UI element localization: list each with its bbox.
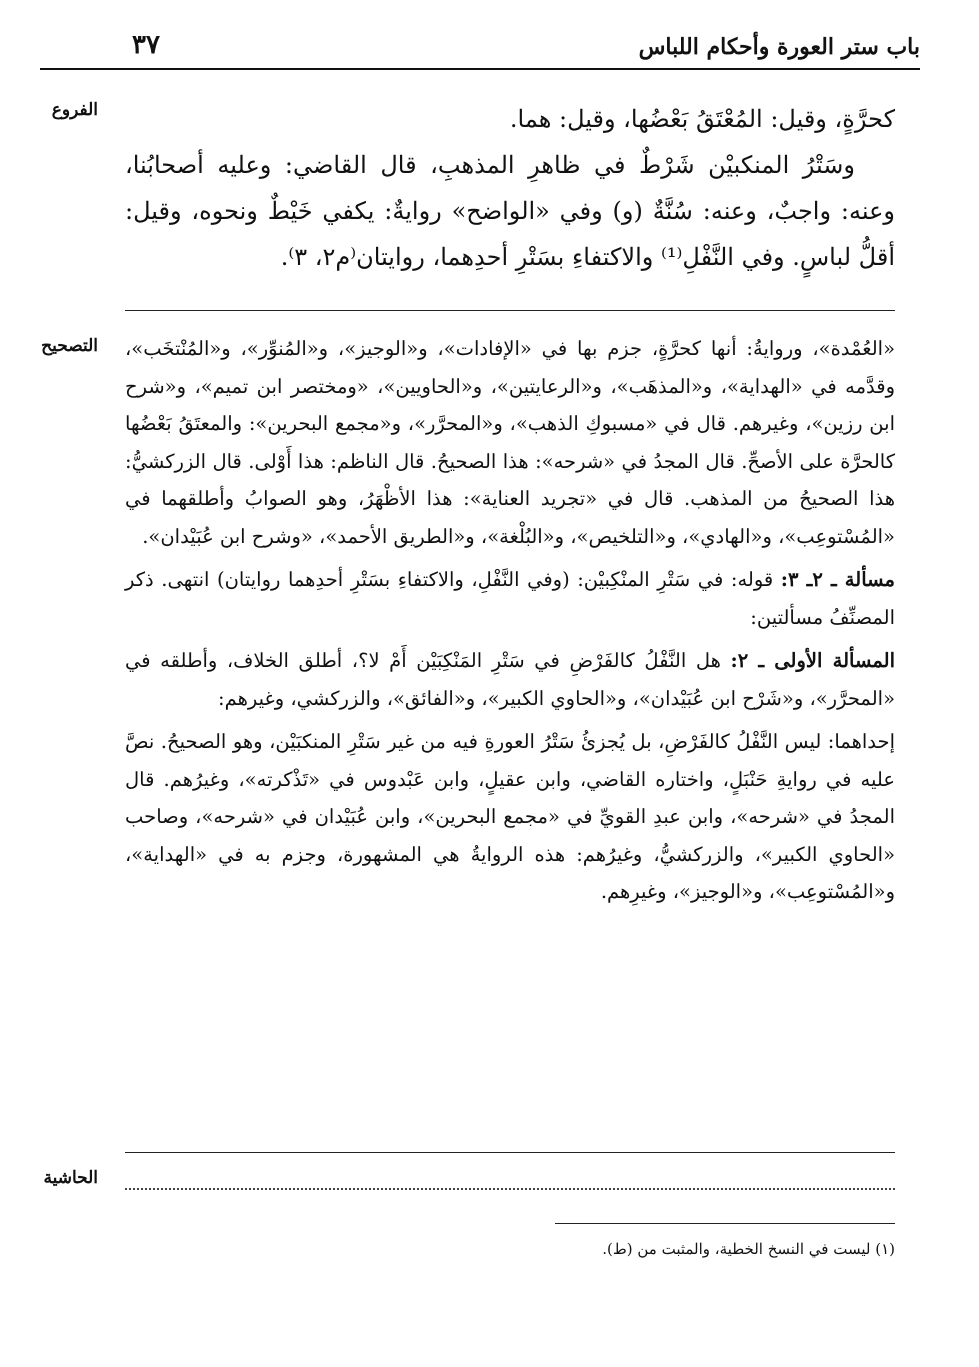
tashih-paragraph xyxy=(125,561,895,636)
hashiya-dotted-line xyxy=(125,1188,895,1190)
tashih-paragraph xyxy=(125,642,895,717)
section-separator xyxy=(125,1152,895,1153)
section-label-tashih: التصحيح xyxy=(41,336,98,356)
furu-paragraph: وسَتْرُ المنكبيْن شَرْطٌ في ظاهرِ المذهبِ، قال القاضي: وعليه أصحابُنا، وعنه: واجبٌ، وعنه: سُنَّةٌ (و) وفي «الواضح» روايةٌ: يكفي خَيْطٌ ونحوه، وقيل: أقلُّ لباسٍ. وفي النَّفْلِ⁽¹⁾ والاكتفاءِ بسَتْرِ أحدِهما، روايتان⁽م٢، ٣⁾. xyxy=(125,151,895,271)
furu-paragraph: كحرَّةٍ، وقيل: المُعْتَقُ بَعْضُها، وقيل: هما. xyxy=(509,105,895,133)
issue-heading: المسألة الأولى ـ ٢: xyxy=(730,649,895,672)
section-separator xyxy=(125,310,895,311)
footnote: (١) ليست في النسخ الخطية، والمثبت من (ط). xyxy=(602,1240,895,1258)
chapter-title: باب ستر العورة وأحكام اللباس xyxy=(638,34,920,60)
tashih-paragraph xyxy=(125,723,895,911)
tashih-body: «العُمْدة»، وروايةُ: أنها كحرَّةٍ، جزم بها في «الإفادات»، و«الوجيز»، و«المُنوِّر»، و«المُنْتخَب»، وقدَّمه في «الهداية»، و«المذهَب»، و«الرعايتين»، و«الحاويين»، «ومختصر ابن تميم»، و«شرح ابن رزين»، وغيرهم. قال في «مسبوكِ الذهب»، و«المحرَّر»، و«مجمع البحرين»: والمعتَقُ بَعْضُها كالحرَّة على الأصحِّ. قال المجدُ في «شرحه»: هذا الصحيحُ. قال الناظم: هذا أَوْلى. قال الزركشيُّ: هذا الصحيحُ من المذهب. قال في «تجريد العناية»: هذا الأظْهَرُ، وهو الصوابُ وأطلقهما في «المُسْتوعِب»، و«الهادي»، و«التلخيص»، و«البُلْغة»، و«الطريق الأحمد»، «وشرح ابن عُبَيْدان». xyxy=(125,337,896,548)
section-label-hashiya: الحاشية xyxy=(43,1168,98,1188)
section-label-furu: الفروع xyxy=(51,100,98,120)
tashih-body: إحداهما: ليس النَّفْلُ كالفَرْضِ، بل يُجزئُ سَتْرُ العورةِ فيه من غير سَتْرِ المنكبَيْن، وهو الصحيحُ. نصَّ عليه في روايةِ حَنْبَلٍ، واختاره القاضي، وابن عقيلٍ، وابن عَبْدوس في «تَذْكرته»، وغيرُهم. قال المجدُ في «شرحه»، وابن عبدِ القويِّ في «مجمع البحرين»، وابن عُبَيْدان في «شرحه»، وصاحب «الحاوي الكبير»، والزركشيُّ، وغيرُهم: هذه الروايةُ هي المشهورة، وجزم به في «الهداية»، و«المُسْتوعِب»، و«الوجيز»، وغيرِهم. xyxy=(125,730,895,903)
tashih-paragraph xyxy=(125,330,895,555)
tashih-body: قوله: في سَتْرِ المنْكِبيْن: (وفي النَّفْلِ، والاكتفاءِ بسَتْرِ أحدِهما روايتان) انتهى. ذكر المصنِّفُ مسألتين: xyxy=(125,568,895,629)
page-number: ٣٧ xyxy=(132,30,160,60)
furu-text xyxy=(125,96,895,280)
tashih-body: هل النَّفْلُ كالفَرْضِ في سَتْرِ المَنْكِبَيْن أَمْ لا؟، أطلق الخلاف، وأطلقه في «المحرَّر»، و«شَرْح ابن عُبَيْدان»، و«الحاوي الكبير»، و«الفائق»، والزركشي، وغيرهم: xyxy=(125,649,895,710)
tashih-text xyxy=(125,330,895,917)
footnote-separator xyxy=(555,1223,895,1224)
issue-heading: مسألة ـ ٢ـ ٣: xyxy=(780,568,895,591)
page-header xyxy=(40,28,920,70)
